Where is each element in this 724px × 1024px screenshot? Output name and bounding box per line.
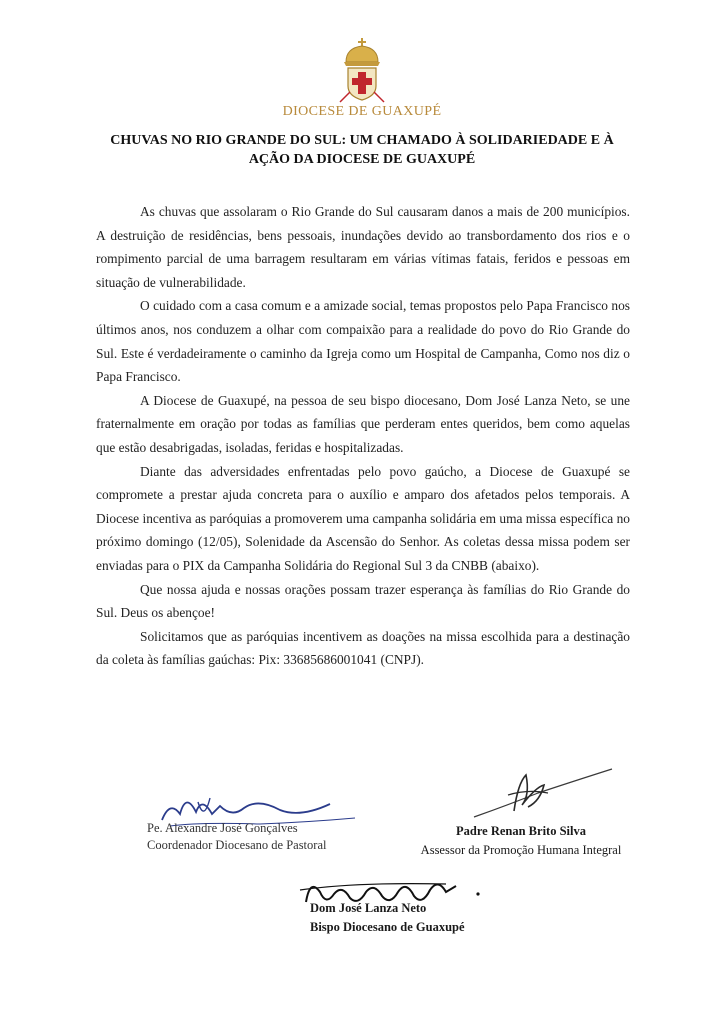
signer-role: Assessor da Promoção Humana Integral <box>420 843 622 857</box>
document-title: CHUVAS NO RIO GRANDE DO SUL: UM CHAMADO À SOLIDARIEDADE E À AÇÃO DA DIOCESE DE GUAXUPÉ <box>110 133 614 167</box>
paragraph: Que nossa ajuda e nossas orações possam trazer esperança às famílias do Rio Grande do Sul. Deus os abençoe! <box>96 581 630 621</box>
diocese-name: DIOCESE DE GUAXUPÉ <box>282 104 442 119</box>
signer-name: Pe. Alexandre José Gonçalves <box>147 821 298 835</box>
signature-block-left <box>147 820 326 854</box>
signer-name: Dom José Lanza Neto <box>310 901 427 915</box>
signer-role: Coordenador Diocesano de Pastoral <box>147 838 327 852</box>
paragraph: As chuvas que assolaram o Rio Grande do Sul causaram danos a mais de 200 municípios. A destruição de residências, bens pessoais, inundações devido ao transbordamento dos rios e o rompimento parcial de uma barragem resultaram em várias vítimas fatais, feridos e pessoas em situação de vulnerabilidade. <box>96 204 630 290</box>
paragraph: Diante das adversidades enfrentadas pelo povo gaúcho, a Diocese de Guaxupé se compromete a prestar ajuda concreta para o auxílio e amparo dos afetados pelos temporais. A Diocese incentiva as paróquias a promoverem uma campanha solidária em uma missa específica no próximo domingo (12/05), Solenidade da Ascensão do Senhor. As coletas dessa missa podem ser enviadas para o PIX da Campanha Solidária do Regional Sul 3 da CNBB (abaixo). <box>96 463 630 573</box>
letter-body <box>96 200 630 672</box>
signer-role: Bispo Diocesano de Guaxupé <box>310 920 465 934</box>
paragraph: Solicitamos que as paróquias incentivem as doações na missa escolhida para a destinação da coleta às famílias gaúchas: Pix: 33685686001041 (CNPJ). <box>96 628 630 668</box>
signature-block-right <box>392 822 650 860</box>
episcopal-coat-of-arms-icon <box>336 36 388 104</box>
paragraph: A Diocese de Guaxupé, na pessoa de seu bispo diocesano, Dom José Lanza Neto, se une fraternalmente em oração por todas as famílias que perderam entes queridos, bem como aquelas que estão desabrigadas, isoladas, feridas e hospitalizadas. <box>96 392 630 455</box>
signer-name: Padre Renan Brito Silva <box>456 824 586 838</box>
signature-block-bottom <box>310 899 465 937</box>
paragraph: O cuidado com a casa comum e a amizade social, temas propostos pelo Papa Francisco nos últimos anos, nos conduzem a olhar com compaixão para a realidade do povo do Rio Grande do Sul. Este é verdadeiramente o caminho da Igreja como um Hospital de Campanha, Como nos diz o Papa Francisco. <box>96 298 630 385</box>
handwritten-signature-right <box>468 765 618 823</box>
